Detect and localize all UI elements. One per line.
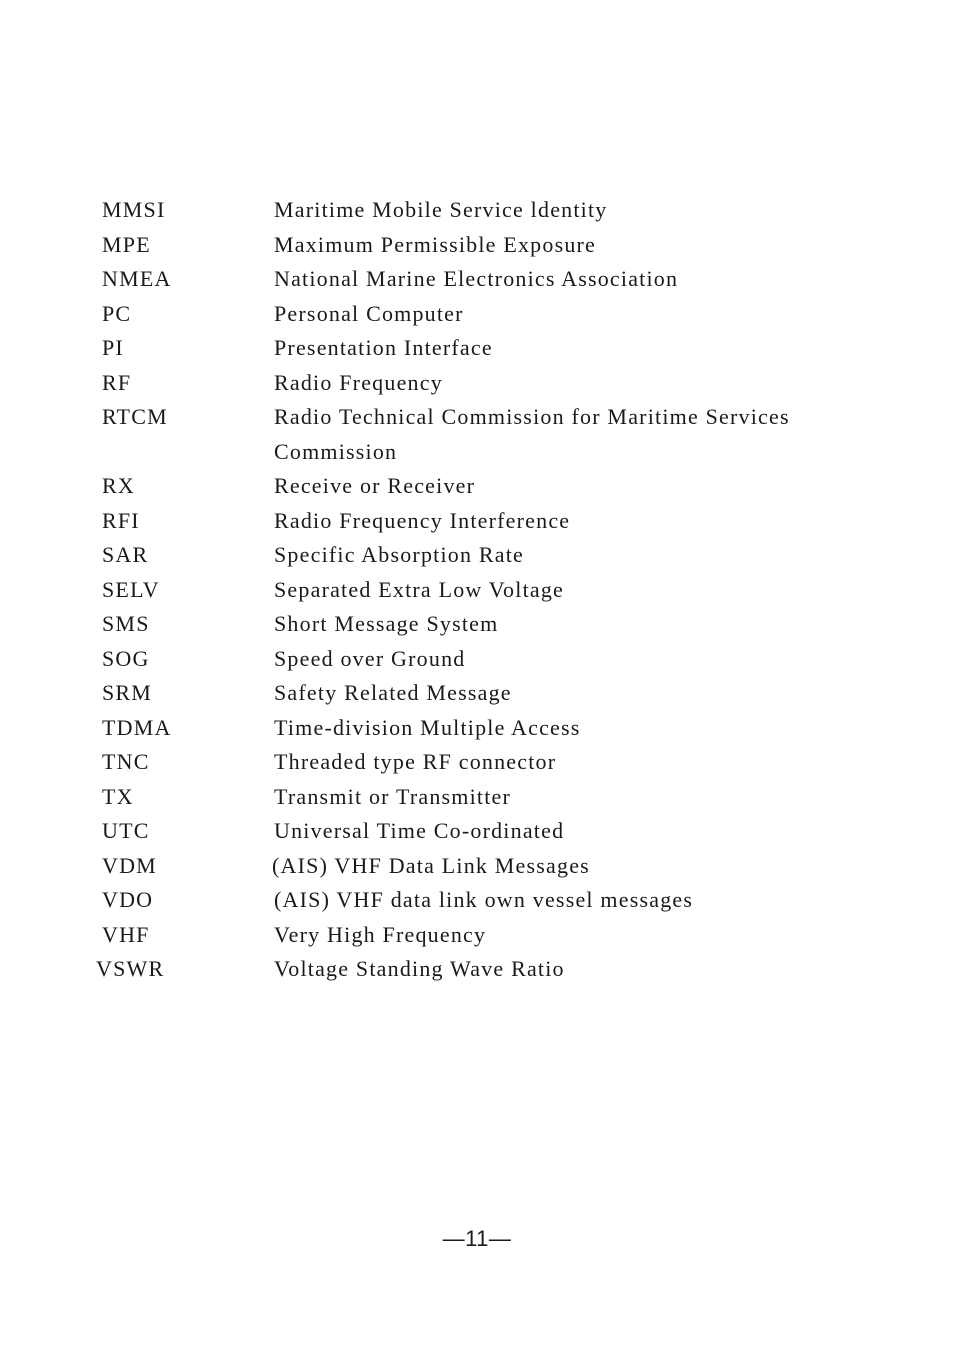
definition: Short Message System	[274, 611, 499, 636]
definition: Radio Frequency	[274, 369, 443, 395]
glossary-entry-selv	[0, 576, 954, 611]
abbreviation: UTC	[102, 818, 150, 843]
glossary-entry-rf	[0, 369, 954, 404]
glossary-entry-vdm	[0, 852, 954, 887]
definition: National Marine Electronics Association	[274, 266, 679, 291]
abbreviation: VSWR	[96, 956, 165, 981]
definition: Voltage Standing Wave Ratio	[274, 956, 565, 981]
abbreviation: VDO	[102, 887, 154, 912]
glossary-entry-vswr	[0, 955, 954, 990]
abbreviation: VHF	[102, 921, 150, 947]
abbreviation: TNC	[102, 749, 150, 774]
definition: Receive or Receiver	[274, 473, 476, 498]
abbreviation: SMS	[102, 611, 150, 636]
glossary-entry-sar	[0, 541, 954, 576]
abbreviation: VDM	[102, 852, 157, 878]
glossary-entry-pc	[0, 300, 954, 335]
abbreviation: SAR	[102, 542, 149, 567]
definition: Universal Time Co-ordinated	[274, 818, 565, 843]
definition: Safety Related Message	[274, 680, 512, 705]
definition: (AIS) VHF data link own vessel messages	[274, 887, 694, 912]
glossary-entry-tnc	[0, 748, 954, 783]
abbreviation: PC	[102, 300, 132, 326]
glossary-entry-tx	[0, 783, 954, 818]
definition: Specific Absorption Rate	[274, 542, 524, 567]
abbreviation: RFI	[102, 507, 140, 533]
glossary-entry-nmea	[0, 265, 954, 300]
definition: Speed over Ground	[274, 645, 466, 671]
glossary-entry-sms	[0, 610, 954, 645]
glossary-entry-tdma	[0, 714, 954, 749]
definition: Radio Technical Commission for Maritime Services Commission	[274, 404, 790, 464]
abbreviation: SOG	[102, 645, 150, 671]
definition: Very High Frequency	[274, 921, 487, 947]
abbreviation-list	[0, 196, 954, 990]
glossary-entry-vhf	[0, 921, 954, 956]
abbreviation: SRM	[102, 680, 153, 705]
glossary-entry-rx	[0, 472, 954, 507]
abbreviation: SELV	[102, 576, 160, 602]
definition: Radio Frequency Interference	[274, 507, 571, 533]
glossary-entry-utc	[0, 817, 954, 852]
glossary-entry-vdo	[0, 886, 954, 921]
glossary-entry-pi	[0, 334, 954, 369]
glossary-entry-mpe	[0, 231, 954, 266]
glossary-entry-mmsi	[0, 196, 954, 231]
abbreviation: MPE	[102, 231, 151, 257]
definition: Threaded type RF connector	[274, 749, 557, 774]
definition: Transmit or Transmitter	[274, 783, 512, 809]
abbreviation: MMSI	[102, 197, 166, 222]
glossary-entry-rfi	[0, 507, 954, 542]
definition: Personal Computer	[274, 300, 464, 326]
abbreviation: PI	[102, 335, 124, 360]
page-number: —11—	[442, 1226, 512, 1251]
abbreviation: RTCM	[102, 404, 168, 429]
definition: Time-division Multiple Access	[274, 714, 581, 740]
abbreviation: TX	[102, 783, 134, 809]
definition: Maritime Mobile Service ldentity	[274, 197, 608, 222]
abbreviation: NMEA	[102, 266, 172, 291]
glossary-entry-rtcm	[0, 403, 954, 472]
definition: Separated Extra Low Voltage	[274, 576, 565, 602]
definition: Presentation Interface	[274, 335, 493, 360]
abbreviation: RX	[102, 473, 135, 498]
glossary-entry-sog	[0, 645, 954, 680]
glossary-entry-srm	[0, 679, 954, 714]
abbreviation: TDMA	[102, 714, 172, 740]
definition: (AIS) VHF Data Link Messages	[272, 852, 590, 878]
abbreviation: RF	[102, 369, 132, 395]
definition: Maximum Permissible Exposure	[274, 231, 597, 257]
